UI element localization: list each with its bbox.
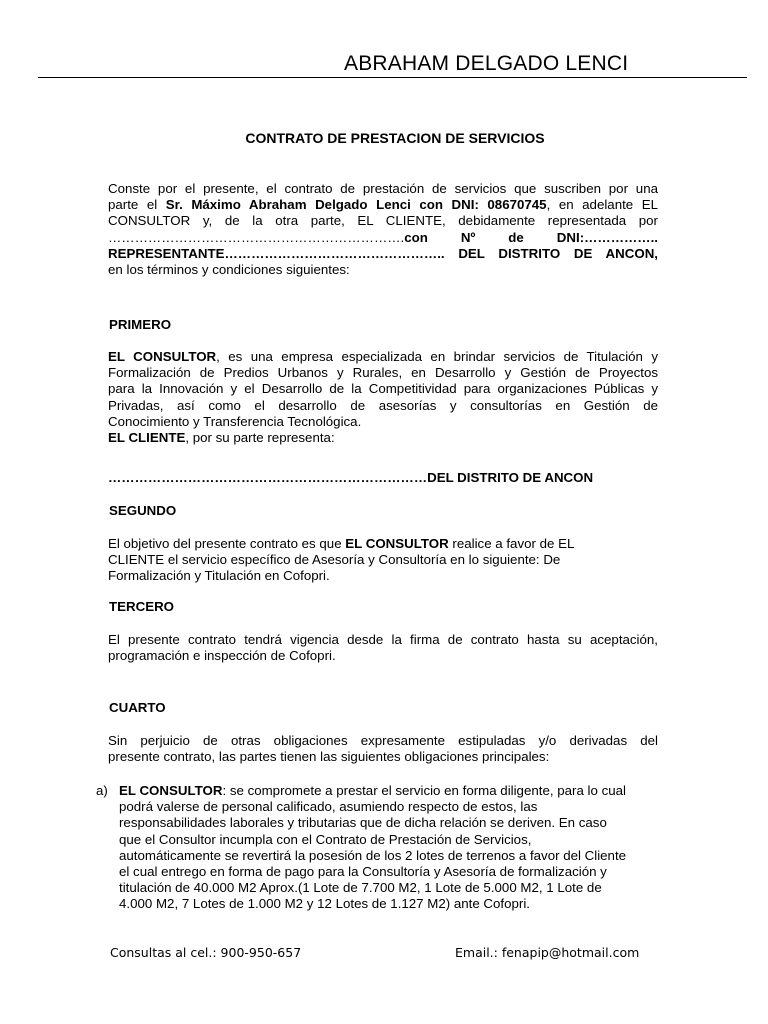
header-name: ABRAHAM DELGADO LENCI	[344, 52, 629, 75]
intro-paragraph	[108, 181, 658, 278]
tercero-paragraph: El presente contrato tendrá vigencia desde la firma de contrato hasta su aceptación, programación e inspección de Cofopri.	[108, 632, 658, 664]
document-title: CONTRATO DE PRESTACION DE SERVICIOS	[245, 130, 545, 146]
intro-line: en los términos y condiciones siguientes:	[108, 262, 350, 278]
header-rule	[38, 77, 747, 78]
intro-line: Conste por el presente, el contrato de prestación de servicios que suscriben por una	[108, 181, 658, 196]
primero-paragraph: EL CONSULTOR, es una empresa especializada en brindar servicios de Titulación y Formalización de Predios Urbanos y Rurales, en Desarrollo y Gestión de Proyectos para la Innovación y el Desarrollo de la Competitividad para organizaciones Públicas y Privadas, así como el desarrollo de asesorías y consultorías en Gestión de Conocimiento y Transferencia Tecnológica. EL CLIENTE, por su parte representa:	[108, 349, 659, 446]
footer-phone: Consultas al cel.: 900-950-657	[110, 945, 302, 960]
intro-line: parte el Sr. Máximo Abraham Delgado Lenci con DNI: 08670745, en adelante EL	[108, 197, 658, 213]
section-heading-cuarto: CUARTO	[109, 700, 166, 715]
footer-email: Email.: fenapip@hotmail.com	[455, 945, 640, 960]
primero-client-line: ………………………………………………………………DEL DISTRITO DE ANCON	[108, 470, 594, 485]
cuarto-list-item: EL CONSULTOR: se compromete a prestar el servicio en forma diligente, para lo cual podrá valerse de personal calificado, asumiendo respecto de estos, las responsabilidades laborales y tributarias que de dicha relación se deriven. En caso que el Consultor incumpla con el Contrato de Prestación de Servicios, automáticamente se revertirá la posesión de los 2 lotes de terrenos a favor del Cliente el cual entrego en forma de pago para la Consultoría y Asesoría de formalización y titulación de 40.000 M2 Aprox.(1 Lote de 7.700 M2, 1 Lote de 5.000 M2, 1 Lote de 4.000 M2, 7 Lotes de 1.000 M2 y 12 Lotes de 1.127 M2) ante Cofopri.	[119, 783, 627, 912]
intro-line: ………………………………………………………….con Nº de DNI:……………..	[108, 229, 658, 245]
section-heading-primero: PRIMERO	[109, 317, 172, 332]
intro-line: REPRESENTANTE………………………………………….. DEL DISTRITO DE ANCON,	[108, 245, 658, 261]
segundo-paragraph: El objetivo del presente contrato es que EL CONSULTOR realice a favor de EL CLIENTE el servicio específico de Asesoría y Consultoría en lo siguiente: De Formalización y Titulación en Cofopri.	[108, 536, 575, 584]
cuarto-paragraph: Sin perjuicio de otras obligaciones expresamente estipuladas y/o derivadas del presente contrato, las partes tienen las siguientes obligaciones principales:	[108, 733, 658, 765]
section-heading-segundo: SEGUNDO	[109, 503, 177, 518]
intro-line: CONSULTOR y, de la otra parte, EL CLIENTE, debidamente representada por	[108, 213, 658, 229]
section-heading-tercero: TERCERO	[109, 599, 175, 614]
list-item-label: a)	[96, 783, 108, 798]
